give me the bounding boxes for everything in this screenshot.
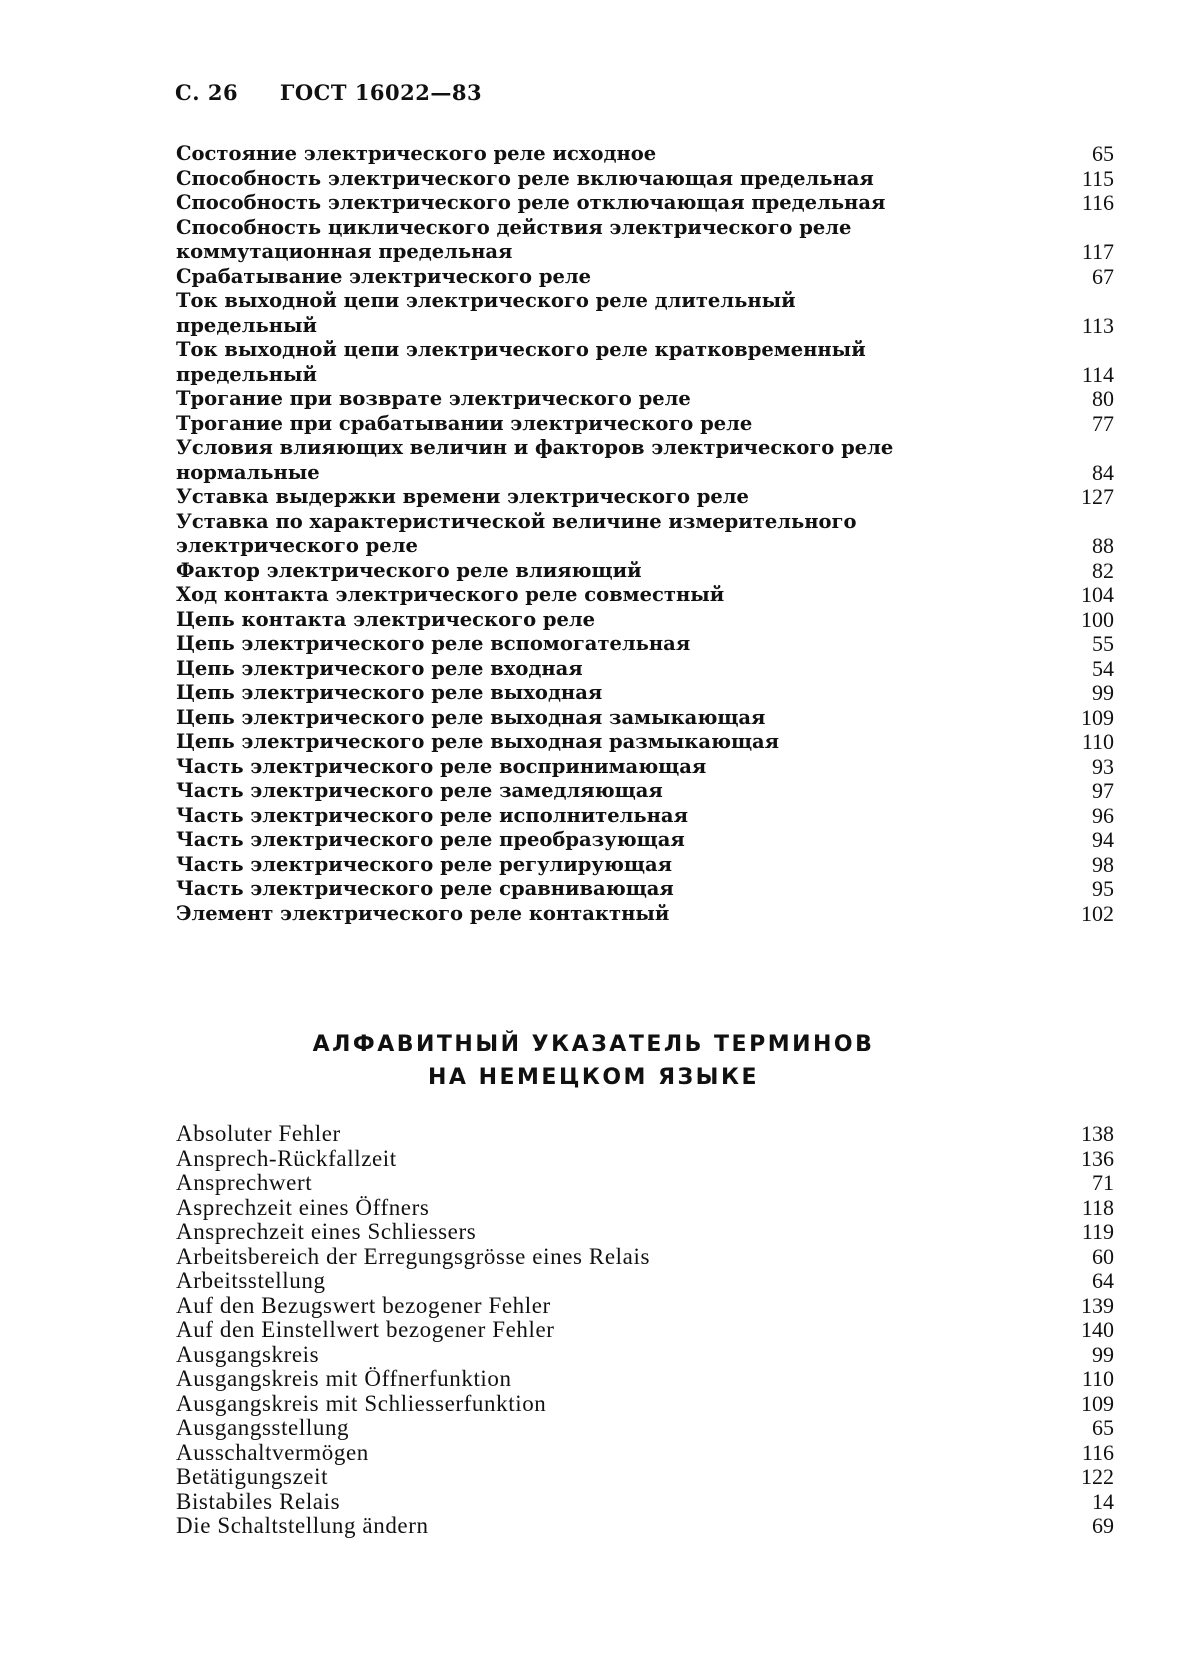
index-term: Часть электрического реле исполнительная [176, 803, 688, 827]
index-term: Уставка выдержки времени электрического реле [176, 485, 749, 508]
index-term-number: 138 [1081, 1121, 1114, 1146]
index-entry [176, 1392, 1114, 1417]
russian-term-index [176, 142, 1114, 926]
index-term-number: 96 [1092, 802, 1114, 828]
index-term: Arbeitsbereich der Erregungsgrösse eines Relais [176, 1243, 650, 1269]
index-term: Ansprechwert [176, 1170, 313, 1195]
index-entry [176, 632, 1114, 657]
index-entry [176, 1196, 1114, 1221]
index-term-number: 84 [1092, 459, 1114, 485]
german-index-title [0, 1028, 1187, 1094]
standard-designation: ГОСТ 16022—83 [279, 80, 483, 105]
index-term-number: 95 [1092, 876, 1114, 901]
index-term: Ausgangskreis [176, 1341, 320, 1367]
index-term: Цепь электрического реле вспомогательная [176, 632, 691, 655]
index-entry [176, 804, 1114, 829]
index-term: Ausschaltvermögen [176, 1439, 369, 1465]
index-term-number: 110 [1081, 729, 1114, 754]
page-number: С. 26 [175, 80, 239, 105]
index-term-number: 100 [1081, 606, 1114, 632]
index-term-number: 140 [1081, 1317, 1114, 1342]
index-term: Часть электрического реле регулирующая [176, 852, 673, 876]
index-term-number: 116 [1081, 190, 1114, 215]
index-entry [176, 1318, 1114, 1343]
index-term-number: 67 [1092, 263, 1114, 289]
index-entry [176, 583, 1114, 608]
index-term-number: 113 [1081, 312, 1114, 338]
index-term-number: 88 [1092, 533, 1114, 558]
index-term: Betätigungszeit [176, 1464, 329, 1489]
index-term-number: 64 [1092, 1268, 1114, 1293]
index-entry [176, 191, 1114, 216]
index-term: Ток выходной цепи электрического реле кратковременный предельный [176, 338, 866, 386]
index-entry [176, 142, 1114, 167]
index-term-number: 60 [1092, 1243, 1114, 1269]
index-entry [176, 1343, 1114, 1368]
index-term: Ход контакта электрического реле совместный [176, 583, 725, 606]
index-term-number: 82 [1092, 557, 1114, 583]
index-term-number: 118 [1081, 1194, 1114, 1220]
index-term-number: 93 [1092, 753, 1114, 779]
index-term: Ansprech-Rückfallzeit [176, 1145, 397, 1171]
index-term-number: 71 [1092, 1170, 1114, 1195]
index-entry [176, 1122, 1114, 1147]
index-entry [176, 338, 1114, 387]
index-term: Auf den Bezugswert bezogener Fehler [176, 1292, 551, 1318]
index-term-number: 14 [1092, 1488, 1114, 1514]
german-term-index [176, 1122, 1114, 1539]
index-term: Ansprechzeit eines Schliessers [176, 1219, 477, 1244]
index-entry [176, 1220, 1114, 1245]
index-term-number: 109 [1081, 1390, 1114, 1416]
index-entry [176, 485, 1114, 510]
index-term: Asprechzeit eines Öffners [176, 1194, 430, 1220]
index-term: Arbeitsstellung [176, 1268, 326, 1293]
index-entry [176, 755, 1114, 780]
index-term: Absoluter Fehler [176, 1121, 341, 1146]
index-entry [176, 1441, 1114, 1466]
index-entry [176, 1245, 1114, 1270]
index-entry [176, 216, 1114, 265]
index-entry [176, 412, 1114, 437]
index-entry [176, 608, 1114, 633]
index-entry [176, 1269, 1114, 1294]
index-entry [176, 559, 1114, 584]
index-entry [176, 681, 1114, 706]
index-term-number: 55 [1092, 631, 1114, 656]
index-term: Трогание при возврате электрического реле [176, 387, 691, 410]
index-term: Способность электрического реле отключающая предельная [176, 191, 886, 214]
index-entry [176, 902, 1114, 927]
index-entry [176, 1490, 1114, 1515]
index-term: Ток выходной цепи электрического реле длительный предельный [176, 289, 796, 337]
index-entry [176, 1416, 1114, 1441]
index-term-number: 109 [1081, 704, 1114, 730]
index-entry [176, 1147, 1114, 1172]
index-entry [176, 1367, 1114, 1392]
index-entry [176, 167, 1114, 192]
index-term-number: 114 [1081, 361, 1114, 387]
index-entry [176, 853, 1114, 878]
index-term-number: 122 [1081, 1464, 1114, 1489]
index-entry [176, 436, 1114, 485]
index-term-number: 94 [1092, 827, 1114, 852]
index-entry [176, 289, 1114, 338]
index-term: Ausgangskreis mit Schliesserfunktion [176, 1390, 547, 1416]
german-index-title-line1: АЛФАВИТНЫЙ УКАЗАТЕЛЬ ТЕРМИНОВ [312, 1032, 875, 1057]
index-term: Способность электрического реле включающая предельная [176, 166, 874, 190]
index-term-number: 119 [1081, 1219, 1114, 1244]
index-term-number: 127 [1081, 484, 1114, 509]
index-term-number: 98 [1092, 851, 1114, 877]
index-term-number: 97 [1092, 778, 1114, 803]
index-term-number: 102 [1081, 900, 1114, 926]
index-term-number: 65 [1092, 141, 1114, 166]
index-term: Способность циклического действия электрического реле коммутационная предельная [176, 215, 852, 263]
index-entry [176, 877, 1114, 902]
index-entry [176, 657, 1114, 682]
index-entry [176, 265, 1114, 290]
index-entry [176, 706, 1114, 731]
index-term: Условия влияющих величин и факторов электрического реле нормальные [176, 436, 894, 484]
index-entry [176, 1171, 1114, 1196]
index-term-number: 99 [1092, 1341, 1114, 1367]
index-term-number: 117 [1081, 239, 1114, 264]
index-term: Цепь электрического реле выходная замыкающая [176, 705, 766, 729]
index-entry [176, 1294, 1114, 1319]
index-term: Цепь электрического реле входная [176, 656, 583, 680]
index-term: Die Schaltstellung ändern [176, 1513, 429, 1538]
index-term: Цепь электрического реле выходная [176, 681, 603, 704]
index-term-number: 69 [1092, 1513, 1114, 1538]
index-term: Часть электрического реле сравнивающая [176, 877, 674, 900]
index-term: Цепь электрического реле выходная размыкающая [176, 730, 780, 753]
index-term-number: 99 [1092, 680, 1114, 705]
index-entry [176, 730, 1114, 755]
index-term: Ausgangskreis mit Öffnerfunktion [176, 1366, 512, 1391]
german-index-title-line2: НА НЕМЕЦКОМ ЯЗЫКЕ [428, 1065, 759, 1090]
index-term: Ausgangsstellung [176, 1415, 350, 1440]
index-entry [176, 387, 1114, 412]
index-term-number: 65 [1092, 1415, 1114, 1440]
index-entry [176, 510, 1114, 559]
index-term: Фактор электрического реле влияющий [176, 558, 642, 582]
index-term-number: 104 [1081, 582, 1114, 607]
index-term: Bistabiles Relais [176, 1488, 341, 1514]
index-term-number: 77 [1092, 410, 1114, 436]
index-term: Трогание при срабатывании электрического реле [176, 411, 753, 435]
index-term: Цепь контакта электрического реле [176, 607, 596, 631]
index-term-number: 139 [1081, 1292, 1114, 1318]
index-term-number: 54 [1092, 655, 1114, 681]
index-term-number: 115 [1081, 165, 1114, 191]
index-term-number: 116 [1081, 1439, 1114, 1465]
index-entry [176, 1465, 1114, 1490]
index-term: Уставка по характеристической величине измерительного электрического реле [176, 509, 857, 557]
index-entry [176, 779, 1114, 804]
index-term-number: 110 [1081, 1366, 1114, 1391]
index-term: Состояние электрического реле исходное [176, 142, 657, 165]
index-term: Часть электрического реле воспринимающая [176, 754, 707, 778]
index-term-number: 136 [1081, 1145, 1114, 1171]
index-term: Часть электрического реле преобразующая [176, 828, 685, 851]
index-term: Auf den Einstellwert bezogener Fehler [176, 1317, 555, 1342]
index-term: Часть электрического реле замедляющая [176, 779, 663, 802]
index-entry [176, 1514, 1114, 1539]
index-term-number: 80 [1092, 386, 1114, 411]
index-term: Срабатывание электрического реле [176, 264, 592, 288]
page-header [175, 80, 482, 105]
index-entry [176, 828, 1114, 853]
index-term: Элемент электрического реле контактный [176, 901, 670, 925]
